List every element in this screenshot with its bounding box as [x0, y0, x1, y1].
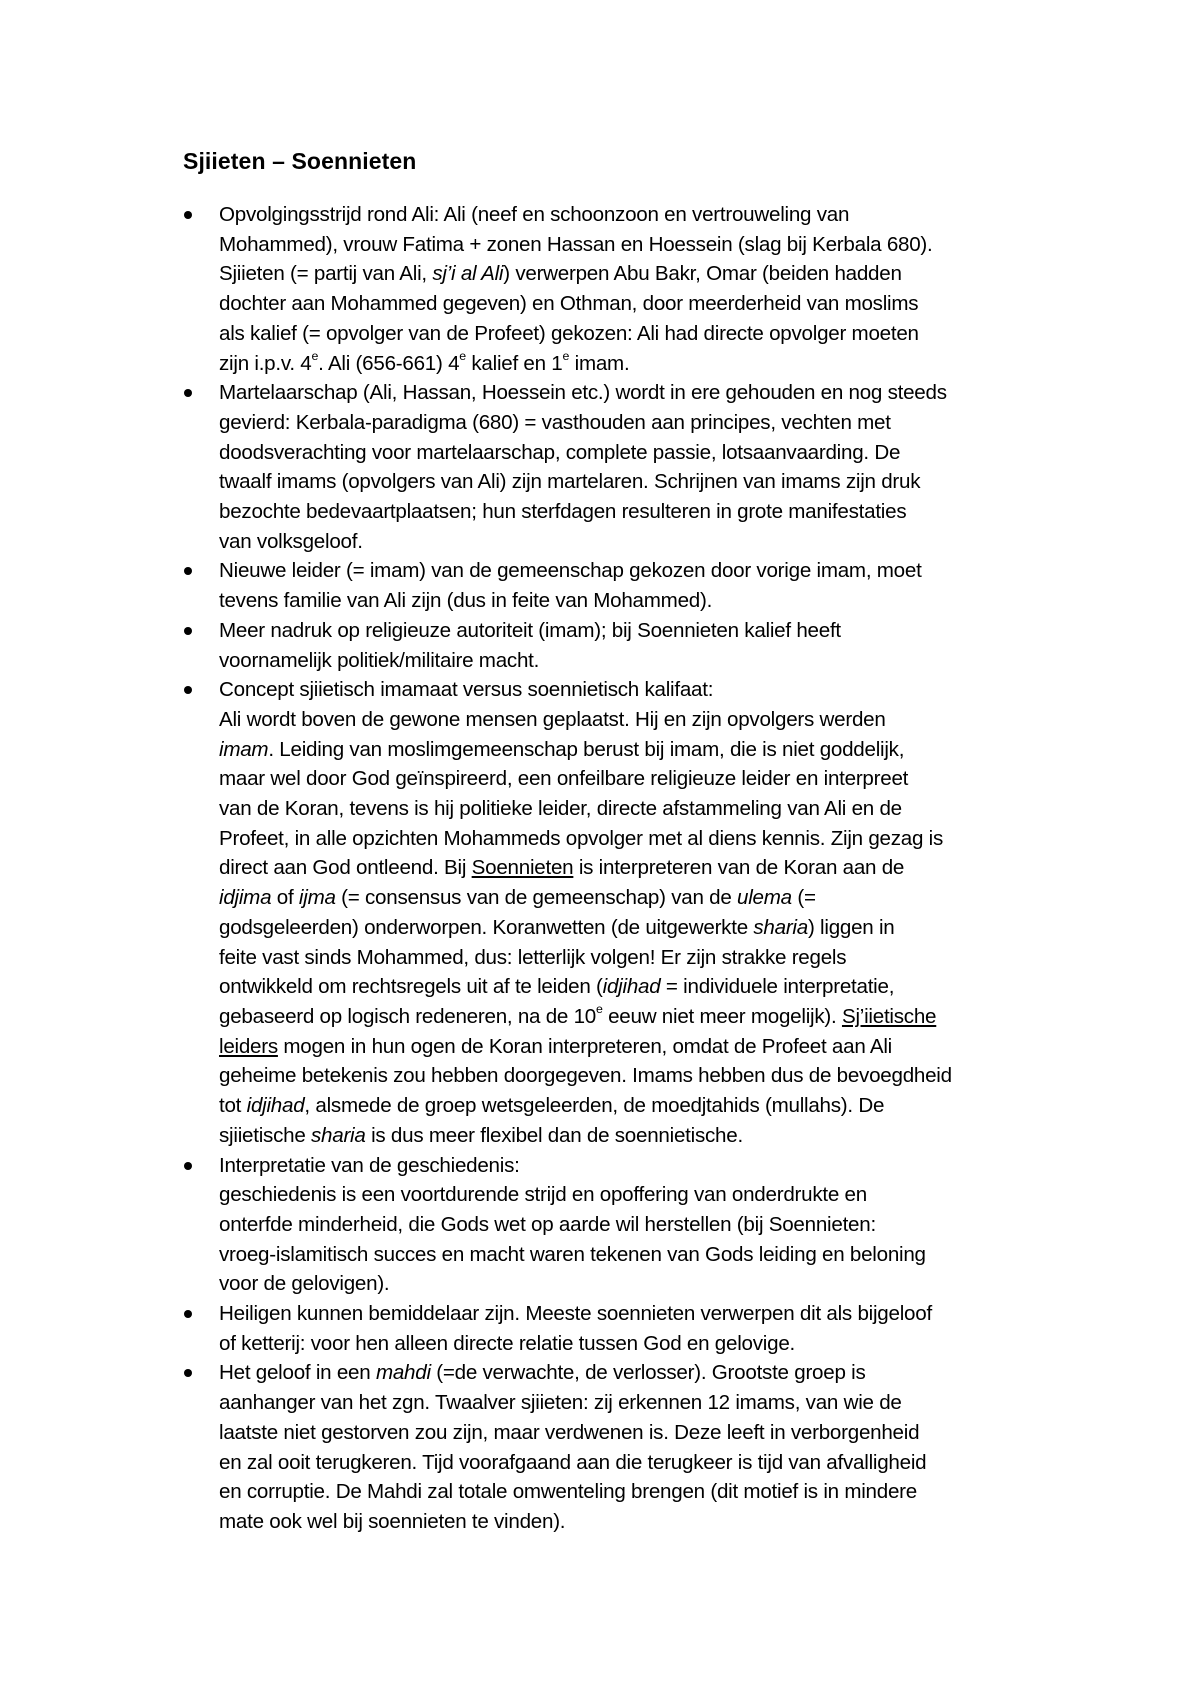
- text-segment: onterfde minderheid, die Gods wet op aarde wil herstellen (bij Soennieten:: [219, 1212, 876, 1236]
- text-segment: ) verwerpen Abu Bakr, Omar (beiden hadden: [503, 262, 902, 286]
- text-segment: is interpreteren van de Koran aan de: [573, 856, 905, 880]
- superscript: e: [562, 348, 570, 363]
- text-line: [219, 259, 1063, 289]
- text-line: [219, 349, 1063, 379]
- text-segment: gevierd: Kerbala-paradigma (680) = vasthouden aan principes, vechten met: [219, 410, 891, 434]
- bullet-dot-icon: [184, 1369, 192, 1377]
- text-segment: en corruptie. De Mahdi zal totale omwenteling brengen (dit motief is in mindere: [219, 1480, 917, 1504]
- text-line: [219, 1269, 1063, 1299]
- text-segment: zijn i.p.v. 4: [219, 351, 312, 375]
- text-segment: vroeg-islamitisch succes en macht waren tekenen van Gods leiding en beloning: [219, 1242, 926, 1266]
- text-segment: godsgeleerden) onderworpen. Koranwetten (de uitgewerkte: [219, 915, 754, 939]
- text-segment: Nieuwe leider (= imam) van de gemeenschap gekozen door vorige imam, moet: [219, 559, 922, 583]
- text-line: [219, 319, 1063, 349]
- text-segment: voor de gelovigen).: [219, 1272, 390, 1296]
- text-segment: Interpretatie van de geschiedenis:: [219, 1153, 520, 1177]
- text-segment: mogen in hun ogen de Koran interpreteren, omdat de Profeet aan Ali: [277, 1034, 892, 1058]
- text-segment: ) liggen in: [807, 915, 895, 939]
- text-line: [219, 1477, 1063, 1507]
- text-segment: laatste niet gestorven zou zijn, maar verdwenen is. Deze leeft in verborgenheid: [219, 1420, 920, 1444]
- text-segment: (=: [791, 886, 816, 910]
- text-line: [219, 675, 1063, 705]
- italic-term: sj’i al Ali: [432, 262, 504, 286]
- text-line: [219, 467, 1063, 497]
- bullet-item: [183, 616, 1063, 675]
- italic-term: idjima: [219, 886, 272, 910]
- italic-term: sharia: [753, 915, 808, 939]
- text-segment: . Ali (656-661) 4: [318, 351, 460, 375]
- text-line: [219, 378, 1063, 408]
- text-segment: mate ook wel bij soennieten te vinden).: [219, 1509, 566, 1533]
- text-line: [219, 883, 1063, 913]
- text-segment: tot: [219, 1094, 247, 1118]
- text-segment: Meer nadruk op religieuze autoriteit (imam); bij Soennieten kalief heeft: [219, 618, 841, 642]
- text-segment: Het geloof in een: [219, 1361, 376, 1385]
- text-line: [219, 527, 1063, 557]
- bullet-item: [183, 378, 1063, 556]
- text-line: [219, 289, 1063, 319]
- text-line: [219, 1180, 1063, 1210]
- text-segment: geheime betekenis zou hebben doorgegeven. Imams hebben dus de bevoegdheid: [219, 1064, 952, 1088]
- text-segment: feite vast sinds Mohammed, dus: letterlijk volgen! Er zijn strakke regels: [219, 945, 847, 969]
- bullet-dot-icon: [184, 567, 192, 575]
- text-line: [219, 497, 1063, 527]
- text-segment: gebaseerd op logisch redeneren, na de 10: [219, 1004, 596, 1028]
- text-segment: is dus meer flexibel dan de soennietische.: [365, 1123, 743, 1147]
- text-segment: twaalf imams (opvolgers van Ali) zijn martelaren. Schrijnen van imams zijn druk: [219, 470, 921, 494]
- text-line: [219, 1448, 1063, 1478]
- text-segment: = individuele interpretatie,: [660, 975, 895, 999]
- text-line: [219, 200, 1063, 230]
- text-segment: kalief en 1: [465, 351, 563, 375]
- text-line: [219, 1032, 1063, 1062]
- bullet-item: [183, 556, 1063, 615]
- bullet-item: [183, 1299, 1063, 1358]
- text-segment: sjiietische: [219, 1123, 311, 1147]
- text-segment: van de Koran, tevens is hij politieke leider, directe afstammeling van Ali en de: [219, 797, 902, 821]
- text-segment: eeuw niet meer mogelijk).: [602, 1004, 842, 1028]
- superscript: e: [459, 348, 466, 363]
- bullet-list: [183, 200, 1063, 1537]
- text-line: [219, 824, 1063, 854]
- text-line: [219, 1061, 1063, 1091]
- text-segment: (=de verwachte, de verlosser). Grootste groep is: [430, 1361, 866, 1385]
- text-segment: direct aan God ontleend. Bij: [219, 856, 472, 880]
- underlined-text: Sj’iietische: [841, 1004, 937, 1028]
- text-segment: Mohammed), vrouw Fatima + zonen Hassan en Hoessein (slag bij Kerbala 680).: [219, 232, 933, 256]
- text-segment: en zal ooit terugkeren. Tijd voorafgaand aan die terugkeer is tijd van afvalligheid: [219, 1450, 927, 1474]
- text-line: [219, 1329, 1063, 1359]
- text-segment: Opvolgingsstrijd rond Ali: Ali (neef en schoonzoon en vertrouweling van: [219, 203, 850, 226]
- text-line: [219, 1151, 1063, 1181]
- text-line: [219, 556, 1063, 586]
- text-segment: Heiligen kunnen bemiddelaar zijn. Meeste soennieten verwerpen dit als bijgeloof: [219, 1302, 932, 1326]
- text-line: [219, 646, 1063, 676]
- text-line: [219, 1240, 1063, 1270]
- text-line: [219, 1002, 1063, 1032]
- text-segment: Concept sjiietisch imamaat versus soennietisch kalifaat:: [219, 678, 714, 702]
- text-segment: Ali wordt boven de gewone mensen geplaatst. Hij en zijn opvolgers werden: [219, 707, 886, 731]
- text-line: [219, 1507, 1063, 1537]
- text-segment: aanhanger van het zgn. Twaalver sjiieten: zij erkennen 12 imams, van wie de: [219, 1391, 902, 1415]
- page-title: Sjiieten – Soennieten: [183, 148, 417, 174]
- text-segment: Martelaarschap (Ali, Hassan, Hoessein etc.) wordt in ere gehouden en nog steeds: [219, 381, 947, 405]
- text-line: [219, 616, 1063, 646]
- italic-term: idjihad: [602, 975, 661, 999]
- text-segment: dochter aan Mohammed gegeven) en Othman, door meerderheid van moslims: [219, 292, 919, 316]
- underlined-text: Soennieten: [471, 856, 574, 880]
- text-segment: geschiedenis is een voortdurende strijd en opoffering van onderdrukte en: [219, 1183, 867, 1207]
- text-segment: bezochte bedevaartplaatsen; hun sterfdagen resulteren in grote manifestaties: [219, 500, 907, 524]
- bullet-item: [183, 1358, 1063, 1536]
- bullet-dot-icon: [184, 211, 192, 219]
- text-line: [219, 943, 1063, 973]
- text-line: [219, 1121, 1063, 1151]
- text-line: [219, 408, 1063, 438]
- text-segment: voornamelijk politiek/militaire macht.: [219, 648, 540, 672]
- bullet-dot-icon: [184, 627, 192, 635]
- italic-term: imam: [219, 737, 269, 761]
- italic-term: ijma: [298, 886, 336, 910]
- bullet-dot-icon: [184, 1162, 192, 1170]
- superscript: e: [596, 1002, 603, 1017]
- text-segment: maar wel door God geïnspireerd, een onfeilbare religieuze leider en interpreet: [219, 767, 909, 791]
- superscript: e: [311, 348, 319, 363]
- text-segment: of: [271, 886, 299, 910]
- bullet-dot-icon: [184, 686, 192, 694]
- text-line: [219, 913, 1063, 943]
- bullet-item: [183, 675, 1063, 1150]
- text-line: [219, 1358, 1063, 1388]
- italic-term: sharia: [311, 1123, 366, 1147]
- text-line: [219, 764, 1063, 794]
- text-segment: ontwikkeld om rechtsregels uit af te leiden (: [219, 975, 603, 999]
- text-line: [219, 438, 1063, 468]
- underlined-text: leiders: [219, 1034, 278, 1058]
- italic-term: ulema: [737, 886, 792, 910]
- text-line: [219, 586, 1063, 616]
- text-line: [219, 794, 1063, 824]
- bullet-item: [183, 200, 1063, 378]
- bullet-dot-icon: [184, 1310, 192, 1318]
- text-line: [219, 1091, 1063, 1121]
- text-segment: imam.: [569, 351, 630, 375]
- text-segment: Sjiieten (= partij van Ali,: [219, 262, 433, 286]
- text-segment: (= consensus van de gemeenschap) van de: [335, 886, 738, 910]
- text-line: [219, 972, 1063, 1002]
- text-segment: of ketterij: voor hen alleen directe relatie tussen God en gelovige.: [219, 1331, 795, 1355]
- text-line: [219, 853, 1063, 883]
- text-line: [219, 1299, 1063, 1329]
- text-segment: , alsmede de groep wetsgeleerden, de moedjtahids (mullahs). De: [304, 1094, 885, 1118]
- text-segment: tevens familie van Ali zijn (dus in feite van Mohammed).: [219, 589, 713, 613]
- italic-term: mahdi: [375, 1361, 431, 1385]
- text-line: [219, 230, 1063, 260]
- italic-term: idjihad: [246, 1094, 305, 1118]
- text-segment: Profeet, in alle opzichten Mohammeds opvolger met al diens kennis. Zijn gezag is: [219, 826, 944, 850]
- text-line: [219, 735, 1063, 765]
- text-line: [219, 705, 1063, 735]
- bullet-item: [183, 1151, 1063, 1300]
- bullet-dot-icon: [184, 389, 192, 397]
- text-segment: als kalief (= opvolger van de Profeet) gekozen: Ali had directe opvolger moeten: [219, 321, 919, 345]
- document-body: [183, 200, 1063, 1537]
- text-line: [219, 1418, 1063, 1448]
- text-line: [219, 1210, 1063, 1240]
- text-line: [219, 1388, 1063, 1418]
- text-segment: van volksgeloof.: [219, 529, 363, 553]
- text-segment: . Leiding van moslimgemeenschap berust bij imam, die is niet goddelijk,: [268, 737, 905, 761]
- text-segment: doodsverachting voor martelaarschap, complete passie, lotsaanvaarding. De: [219, 440, 901, 464]
